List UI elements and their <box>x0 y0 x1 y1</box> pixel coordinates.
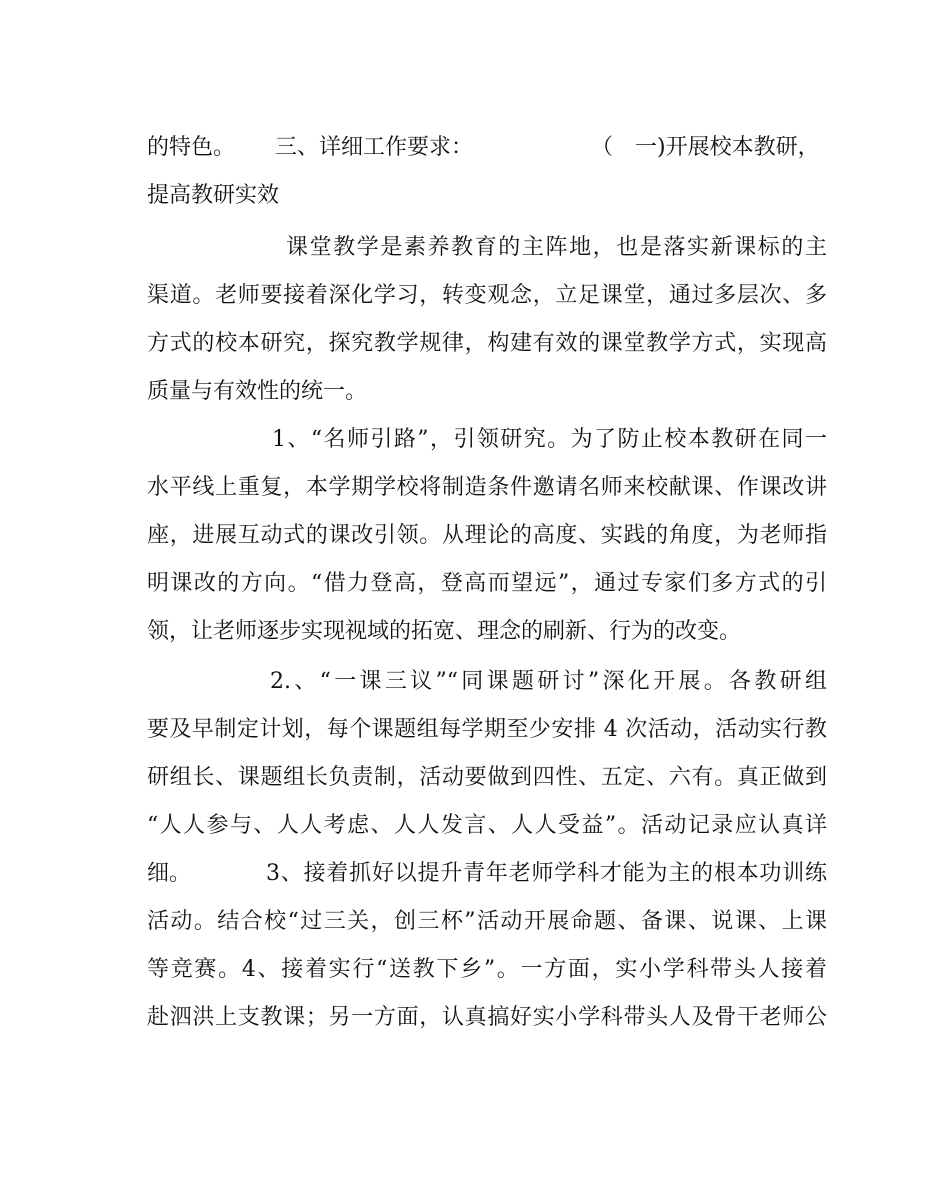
text-line-1 <box>147 128 827 168</box>
text-segment: 3、接着抓好以提升青年老师学科才能为主的根本功训练 <box>266 861 827 886</box>
text-line-11: 领，让老师逐步实现视域的拓宽、理念的刷新、行为的改变。 <box>147 619 742 644</box>
text-segment: （ 一)开展校本教研， <box>591 135 820 160</box>
text-line-18: 等竞赛。4、接着实行“送教下乡”。一方面，实小学科带头人接着 <box>147 957 827 982</box>
text-line-13: 要及早制定计划，每个课题组每学期至少安排 4 次活动，活动实行教 <box>147 717 827 742</box>
text-line-9: 座，进展互动式的课改引领。从理论的高度、实践的角度，为老师指 <box>147 523 827 548</box>
text-line-16 <box>147 854 827 894</box>
text-line-7: 1、“名师引路”，引领研究。为了防止校本教研在同一 <box>272 427 827 452</box>
text-line-14: 研组长、课题组长负责制，活动要做到四性、五定、六有。真正做到 <box>147 765 827 790</box>
text-line-5: 方式的校本研究，探究教学规律，构建有效的课堂教学方式，实现高 <box>147 331 827 356</box>
text-line-4: 渠道。老师要接着深化学习，转变观念，立足课堂，通过多层次、多 <box>147 283 827 308</box>
text-line-8: 水平线上重复，本学期学校将制造条件邀请名师来校献课、作课改讲 <box>147 475 827 500</box>
text-line-15: “人人参与、人人考虑、人人发言、人人受益”。活动记录应认真详 <box>147 813 827 838</box>
text-line-17: 活动。结合校“过三关，创三杯”活动开展命题、备课、说课、上课 <box>147 909 827 934</box>
text-line-2: 提高教研实效 <box>147 183 280 208</box>
text-line-3: 课堂教学是素养教育的主阵地，也是落实新课标的主 <box>286 235 827 260</box>
text-segment: 三、详细工作要求： <box>275 135 474 160</box>
text-segment: 的特色。 <box>147 135 236 160</box>
text-line-12: 2.、“一课三议”“同课题研讨”深化开展。各教研组 <box>270 669 827 694</box>
text-line-19: 赴泗洪上支教课；另一方面，认真搞好实小学科带头人及骨干老师公 <box>147 1005 827 1030</box>
text-line-6: 质量与有效性的统一。 <box>147 379 368 404</box>
text-line-10: 明课改的方向。“借力登高，登高而望远”，通过专家们多方式的引 <box>147 571 827 596</box>
text-segment: 细。 <box>147 861 192 886</box>
